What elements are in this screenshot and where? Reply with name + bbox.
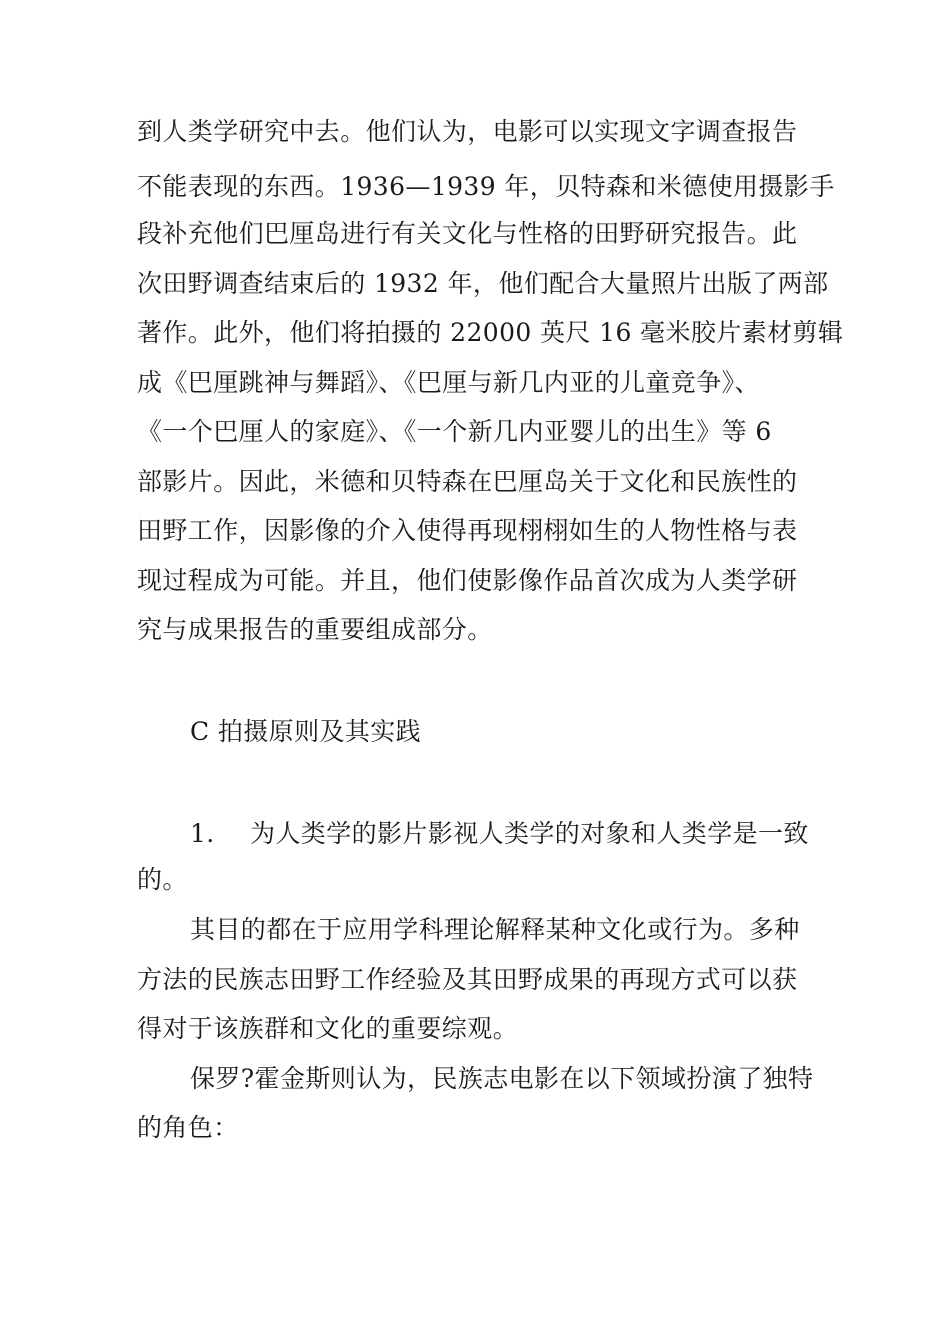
section-heading: C 拍摄原则及其实践 [190,717,422,746]
paragraph-1-line-2: 不能表现的东西。1936—1939 年，贝特森和米德使用摄影手 [137,172,835,201]
item-1-text-line-1: 为人类学的影片影视人类学的对象和人类学是一致 [250,819,809,848]
paragraph-2-line-3: 得对于该族群和文化的重要综观。 [137,1014,519,1043]
paragraph-1-line-6: 成《巴厘跳神与舞蹈》、《巴厘与新几内亚的儿童竞争》、 [137,368,760,397]
item-1-number: 1. [190,819,215,848]
paragraph-1-line-1: 到人类学研究中去。他们认为，电影可以实现文字调查报告 [137,117,798,146]
paragraph-1-line-8: 部影片。因此，米德和贝特森在巴厘岛关于文化和民族性的 [137,467,798,496]
paragraph-1-line-4: 次田野调查结束后的 1932 年，他们配合大量照片出版了两部 [137,269,829,298]
item-1-text-line-2: 的。 [137,865,188,894]
paragraph-2-line-2: 方法的民族志田野工作经验及其田野成果的再现方式可以获 [137,965,798,994]
paragraph-2-line-1: 其目的都在于应用学科理论解释某种文化或行为。多种 [190,915,800,944]
paragraph-1-line-7: 《一个巴厘人的家庭》、《一个新几内亚婴儿的出生》等 6 [137,417,772,446]
paragraph-3-line-1: 保罗?霍金斯则认为，民族志电影在以下领域扮演了独特 [190,1064,814,1093]
paragraph-3-line-2: 的角色： [137,1113,239,1142]
paragraph-1-line-10: 现过程成为可能。并且，他们使影像作品首次成为人类学研 [137,566,798,595]
paragraph-1-line-3: 段补充他们巴厘岛进行有关文化与性格的田野研究报告。此 [137,219,798,248]
paragraph-1-line-9: 田野工作，因影像的介入使得再现栩栩如生的人物性格与表 [137,516,798,545]
paragraph-1-line-11: 究与成果报告的重要组成部分。 [137,615,493,644]
paragraph-1-line-5: 著作。此外，他们将拍摄的 22000 英尺 16 毫米胶片素材剪辑 [137,318,844,347]
